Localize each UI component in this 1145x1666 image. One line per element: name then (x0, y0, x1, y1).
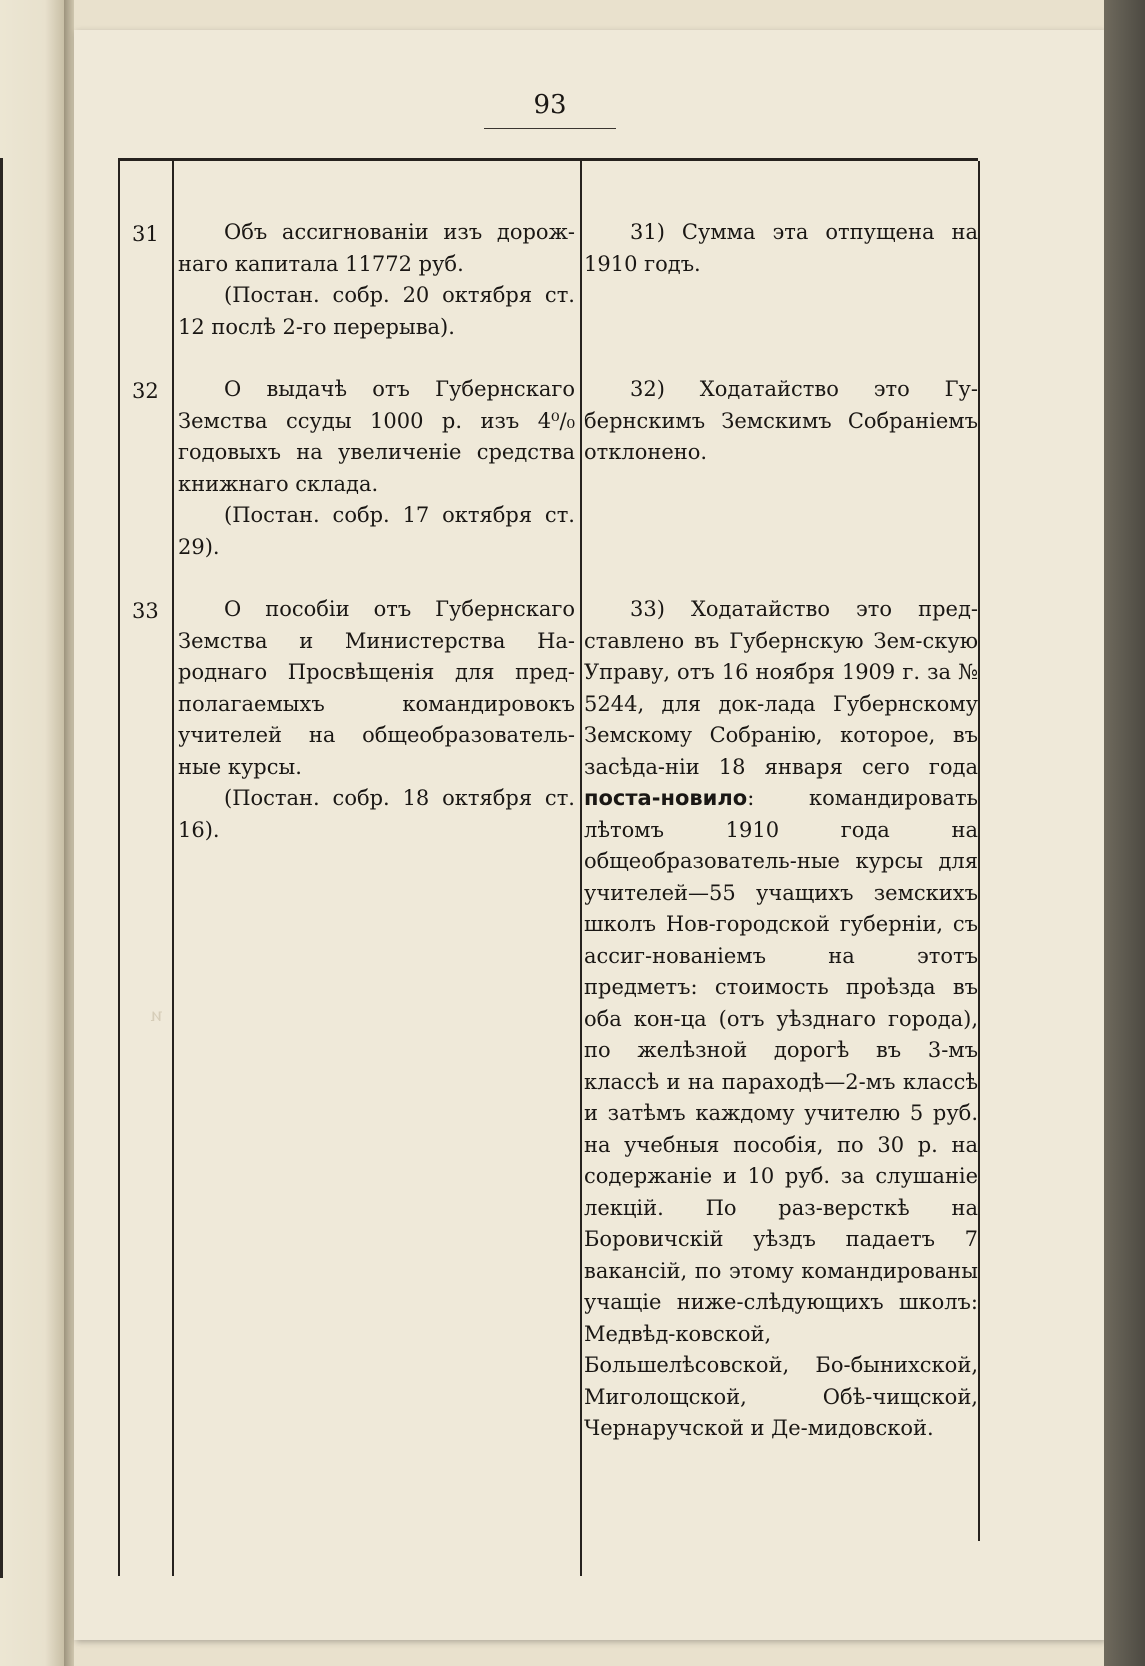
row-number: 33 (132, 599, 159, 623)
table-border-right (978, 161, 980, 1541)
subject-resolution: (Постан. собр. 17 октября ст. 29). (178, 503, 575, 559)
table-border-left (118, 161, 120, 1576)
subject-resolution: (Постан. собр. 20 октября ст. 12 послѣ 2-го перерыва). (178, 283, 575, 339)
subject-title: Объ ассигнованіи изъ дорож-наго капитала 11772 руб. (178, 220, 575, 276)
row-number: 32 (132, 379, 159, 403)
table-divider-number (172, 161, 174, 1576)
outcome-text (584, 594, 978, 1445)
outcome-emphasis: поста-новило (584, 786, 748, 810)
outcome-text: 32) Ходатайство это Гу-бернскимъ Земскимъ Собраніемъ отклонено. (584, 377, 978, 464)
facing-page-edge (0, 0, 64, 1666)
table-top-rule (118, 158, 978, 161)
row-outcome (584, 594, 978, 1445)
outcome-text-part: : командировать лѣтомъ 1910 года на общеобразователь-ные курсы для учителей—55 учащихъ земскихъ школъ Нов-городской губерніи, съ ассиг-нованіемъ на этотъ предметъ: стоимость проѣзда въ оба кон-ца (отъ уѣзднаго города), по желѣзной дорогѣ въ 3-мъ классѣ и на параходѣ—2-мъ классѣ и затѣмъ каждому учителю 5 руб. на учебныя пособія, по 30 р. на содержаніе и 10 руб. за слушаніе лекцій. По раз-версткѣ на Боровичскій уѣздъ падаетъ 7 вакансій, по этому командированы учащіе ниже-слѣдующихъ школъ: Медвѣд-ковской, Большелѣсовской, Бо-бынихской, Миголощской, Обѣ-чищской, Чернаручской и Де-мидовской. (584, 786, 978, 1440)
page-number-rule (484, 128, 616, 129)
subject-title: О пособіи отъ Губернскаго Земства и Министерства На-роднаго Просвѣщенія для пред-полагаемыхъ командировокъ учителей на общеобразователь-ные курсы. (178, 597, 575, 779)
row-subject (178, 374, 575, 563)
row-outcome (584, 374, 978, 469)
outcome-text: 31) Сумма эта отпущена на 1910 годъ. (584, 220, 978, 276)
book-gutter (64, 0, 74, 1666)
scan-border (1104, 0, 1145, 1666)
outcome-text-part: 33) Ходатайство это пред-ставлено въ Губернскую Зем-скую Управу, отъ 16 ноября 1909 г. за № 5244, для док-лада Губернскому Земскому Собранію, которое, въ засѣда-ніи 18 января сего года (584, 597, 978, 779)
subject-title: О выдачѣ отъ Губернскаго Земства ссуды 1000 р. изъ 4⁰/₀ годовыхъ на увеличеніе средства книжнаго склада. (178, 377, 575, 496)
row-subject (178, 217, 575, 343)
bleed-through-text: ͷ (150, 1004, 163, 1026)
table-divider-middle (580, 161, 582, 1576)
page-number: 93 (533, 90, 567, 120)
subject-resolution: (Постан. собр. 18 октября ст. 16). (178, 786, 575, 842)
row-number: 31 (132, 222, 159, 246)
row-subject (178, 594, 575, 846)
row-outcome (584, 217, 978, 280)
